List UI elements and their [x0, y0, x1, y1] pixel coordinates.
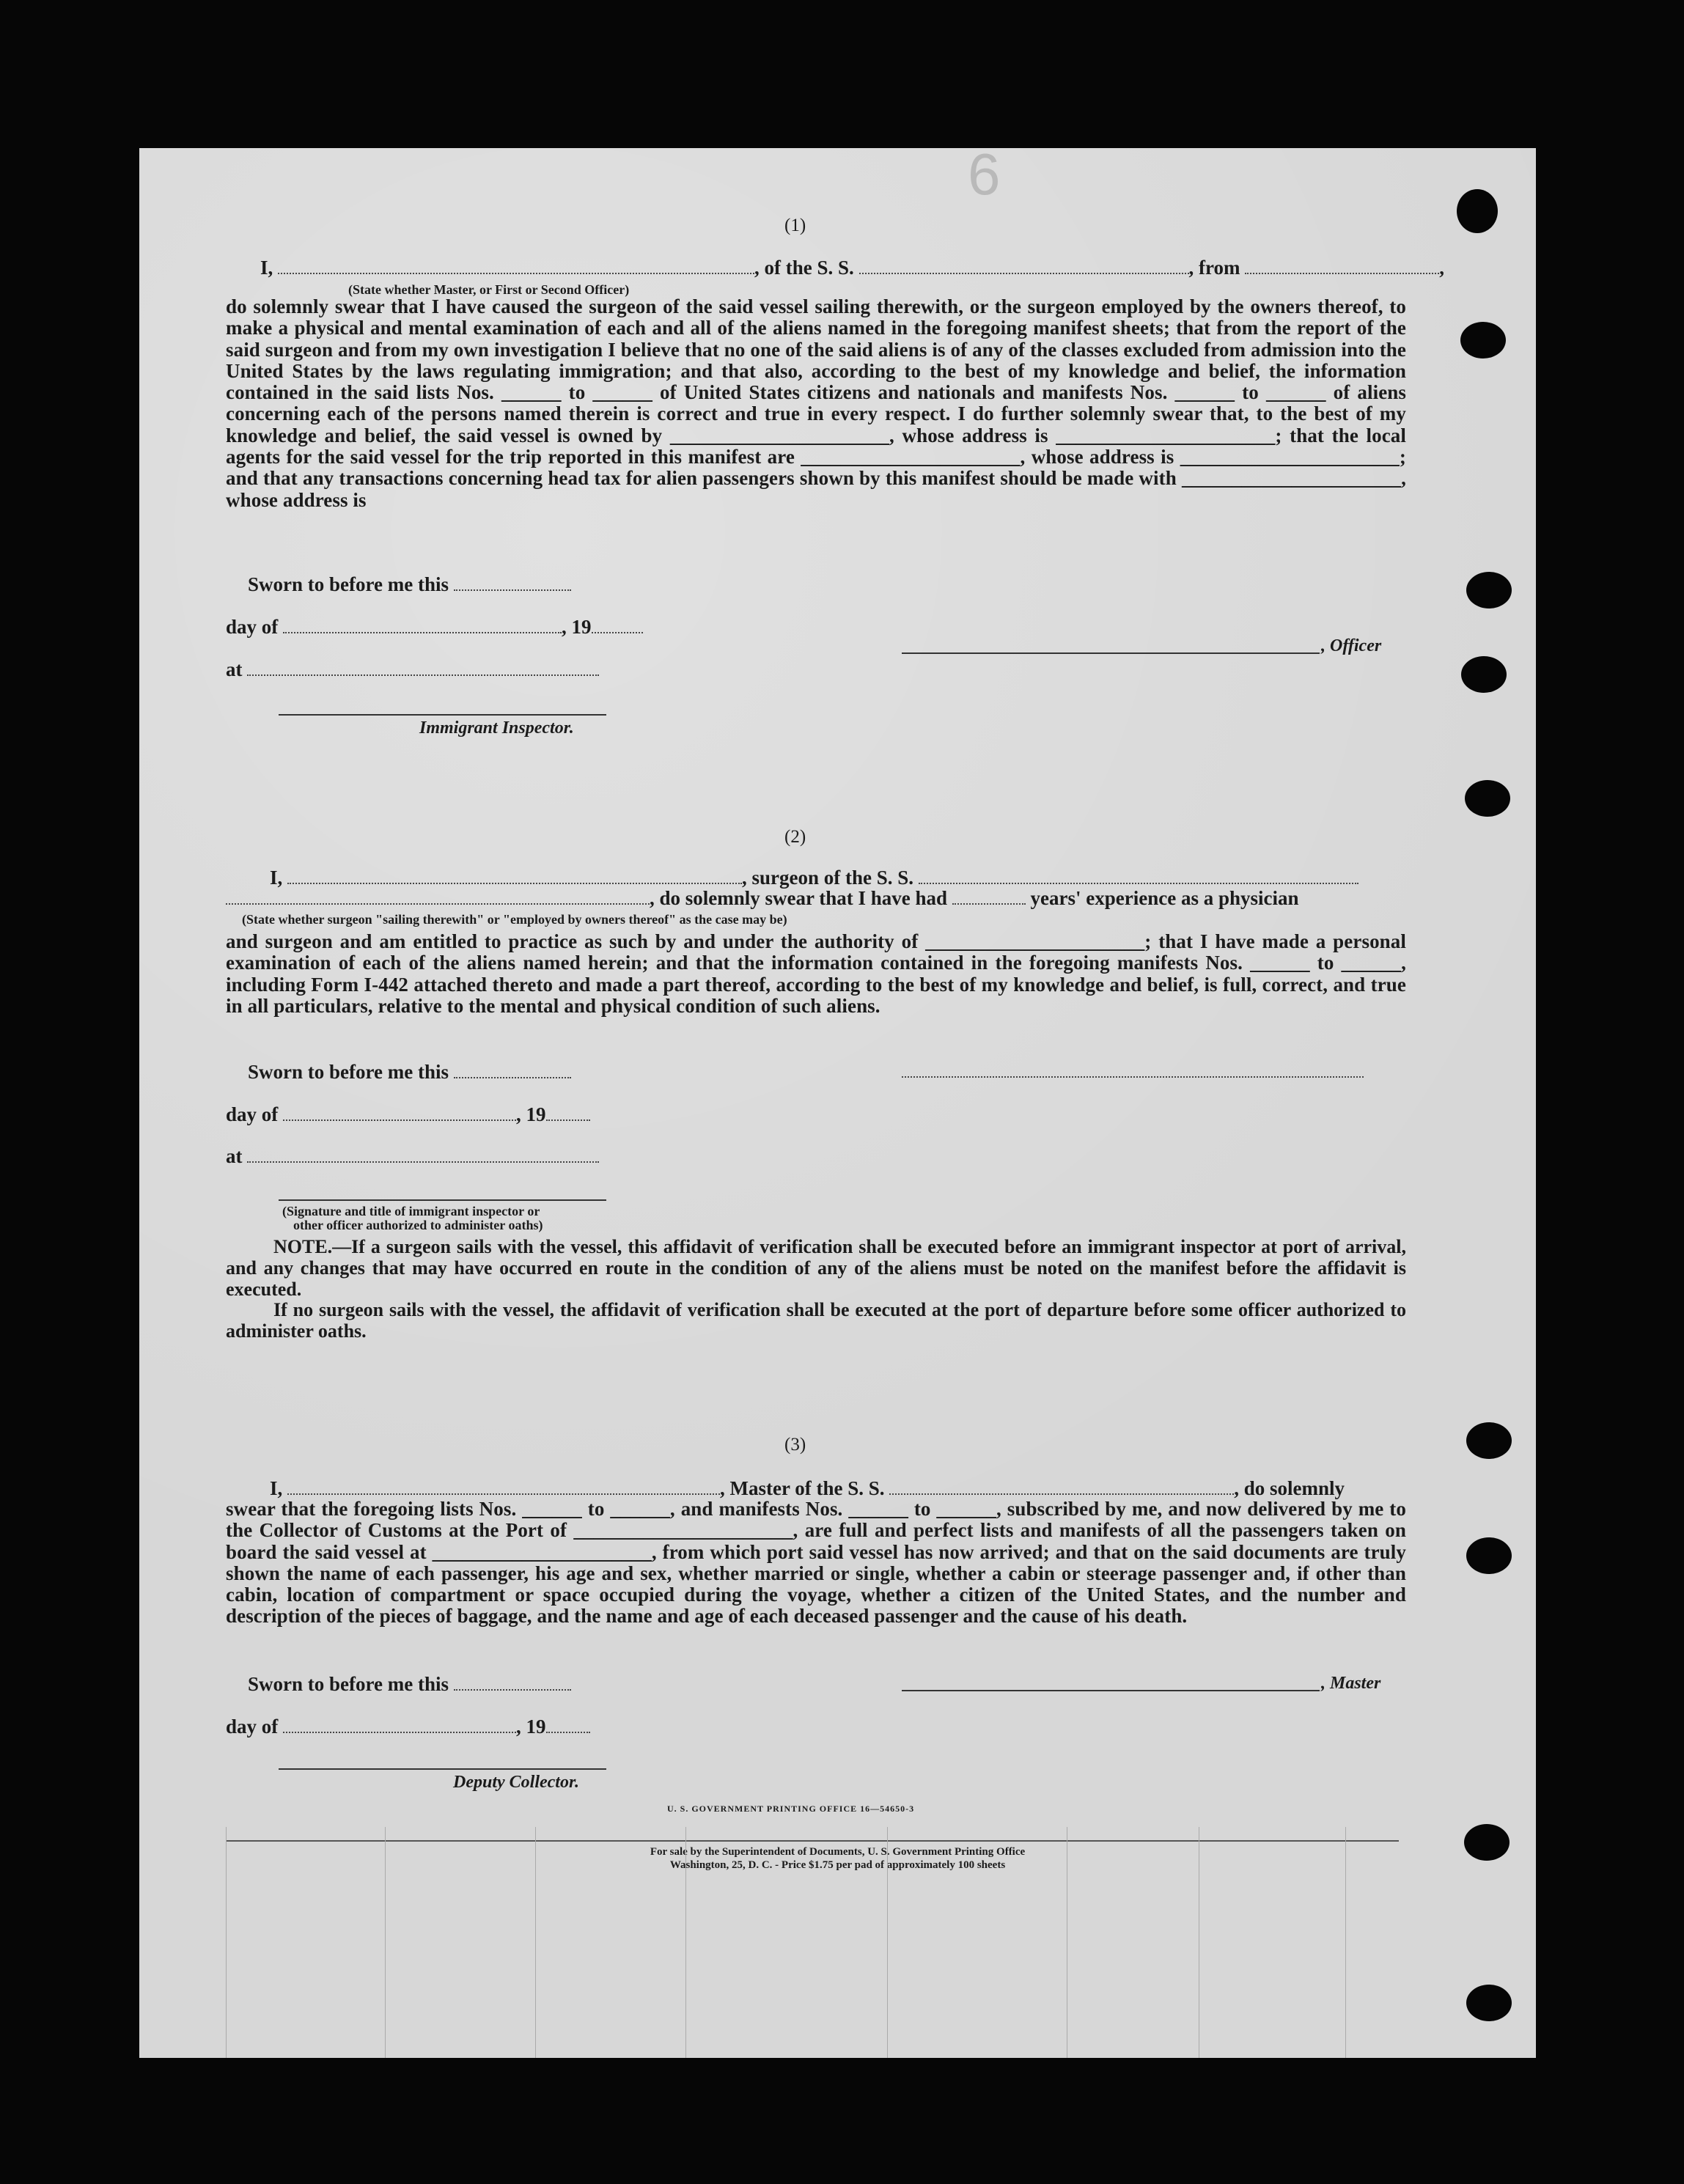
- section3-body: swear that the foregoing lists Nos. ______ to ______, and manifests Nos. ______ to ______, subscribed by me, and now delivered by me to the Collector of Customs at the Port of ______________________, are full and perfect lists and manifests of all the passengers taken on board the said vessel at ______________________, from which port said vessel has now arrived; and that on the said documents are truly shown the name of each passenger, his age and sex, whether married or single, whether a cabin or steerage passenger and, if other than cabin, location of compartment or space occupied during the voyage, whether a citizen of the United States, and the number and description of the pieces of baggage, and the name and age of each deceased passenger and the cause of his death.: [226, 1498, 1406, 1628]
- section3-day: day of , 19: [226, 1716, 590, 1738]
- section3-master-signature: , Master: [1321, 1674, 1381, 1693]
- section1-day: day of , 19: [226, 616, 643, 639]
- section1-number: (1): [784, 216, 806, 235]
- section1-i: I,: [260, 257, 273, 279]
- section2-sig-caption1: (Signature and title of immigrant inspector or: [282, 1204, 540, 1218]
- sale-line2: Washington, 25, D. C. - Price $1.75 per pad of approximately 100 sheets: [669, 1859, 1006, 1871]
- section1-caption: (State whether Master, or First or Second Officer): [348, 282, 630, 297]
- section2-note2: If no surgeon sails with the vessel, the affidavit of verification shall be executed at the port of departure before some officer authorized to administer oaths.: [226, 1299, 1406, 1342]
- section1-from: , from: [1188, 257, 1240, 279]
- binder-hole: [1466, 1422, 1512, 1459]
- printing-imprint: U. S. GOVERNMENT PRINTING OFFICE 16—54650-3: [667, 1804, 915, 1814]
- section3-line1: I, , Master of the S. S. , do solemnly: [270, 1477, 1345, 1499]
- binder-hole: [1465, 780, 1510, 817]
- section1-body: do solemnly swear that I have caused the surgeon of the said vessel sailing therewith, or the surgeon employed by the owners thereof, to make a physical and mental examination of each and all of the aliens named in the foregoing manifest sheets; that from the report of the said surgeon and from my own investigation I believe that no one of the said aliens is of any of the classes excluded from admission into the United States by the laws regulating immigration; and that also, according to the best of my knowledge and belief, the information contained in the said lists Nos. ______ to ______ of United States citizens and nationals and manifests Nos. ______ to ______ of aliens concerning each of the persons named therein is correct and true in every respect. I do further solemnly swear that, to the best of my knowledge and belief, the said vessel is owned by ______________________, whose address is ______________________; that the local agents for the said vessel for the trip reported in this manifest are ______________________, whose address is ______________________; and that any transactions concerning head tax for alien passengers shown by this manifest should be made with ______________________, whose address is: [226, 295, 1406, 511]
- binder-hole: [1466, 1537, 1512, 1574]
- section1-officer-signature: , Officer: [1321, 636, 1382, 655]
- section1-inspector-signature: Immigrant Inspector.: [419, 718, 574, 738]
- binder-hole: [1460, 322, 1506, 359]
- section2-note1: NOTE.—If a surgeon sails with the vessel, this affidavit of verification shall be executed before an immigrant inspector at port of arrival, and any changes that may have occurred en route in the condition of any of the aliens must be noted on the manifest before the affidavit is executed.: [226, 1236, 1406, 1300]
- binder-hole: [1461, 656, 1507, 693]
- section2-line2: , do solemnly swear that I have had years' experience as a physician: [226, 887, 1299, 910]
- section3-number: (3): [784, 1435, 806, 1455]
- section2-caption: (State whether surgeon "sailing therewith" or "employed by owners thereof" as the case may be): [242, 912, 787, 927]
- section3-collector-signature: Deputy Collector.: [453, 1773, 579, 1792]
- section2-sworn: Sworn to before me this: [248, 1061, 571, 1084]
- section2-body: and surgeon and am entitled to practice as such by and under the authority of ______________________; that I have made a personal examination of each of the aliens named herein; and that the information contained in the foregoing manifests Nos. ______ to ______, including Form I-442 attached thereto and made a part thereof, according to the best of my knowledge and belief, is full, correct, and true in all particulars, relative to the mental and physical condition of such aliens.: [226, 930, 1406, 1017]
- section2-at: at: [226, 1145, 599, 1168]
- section1-ss: , of the S. S.: [754, 257, 854, 279]
- section2-sig-caption2: other officer authorized to administer oaths): [293, 1218, 543, 1232]
- binder-hole: [1457, 189, 1498, 233]
- binder-hole: [1466, 1985, 1512, 2021]
- section1-sworn: Sworn to before me this: [248, 573, 571, 596]
- section2-day: day of , 19: [226, 1103, 590, 1126]
- section3-sworn: Sworn to before me this: [248, 1673, 571, 1696]
- sale-line1: For sale by the Superintendent of Documents, U. S. Government Printing Office: [650, 1846, 1026, 1858]
- section1-at: at: [226, 658, 599, 681]
- binder-hole: [1466, 572, 1512, 608]
- binder-hole: [1464, 1824, 1510, 1861]
- page-mark: 6: [968, 148, 1001, 207]
- section1-header-line: I, , of the S. S. , from ,: [260, 257, 1445, 279]
- section2-line1: I, , surgeon of the S. S.: [270, 867, 1358, 889]
- section2-number: (2): [784, 827, 806, 847]
- document-sheet: [139, 148, 1536, 2058]
